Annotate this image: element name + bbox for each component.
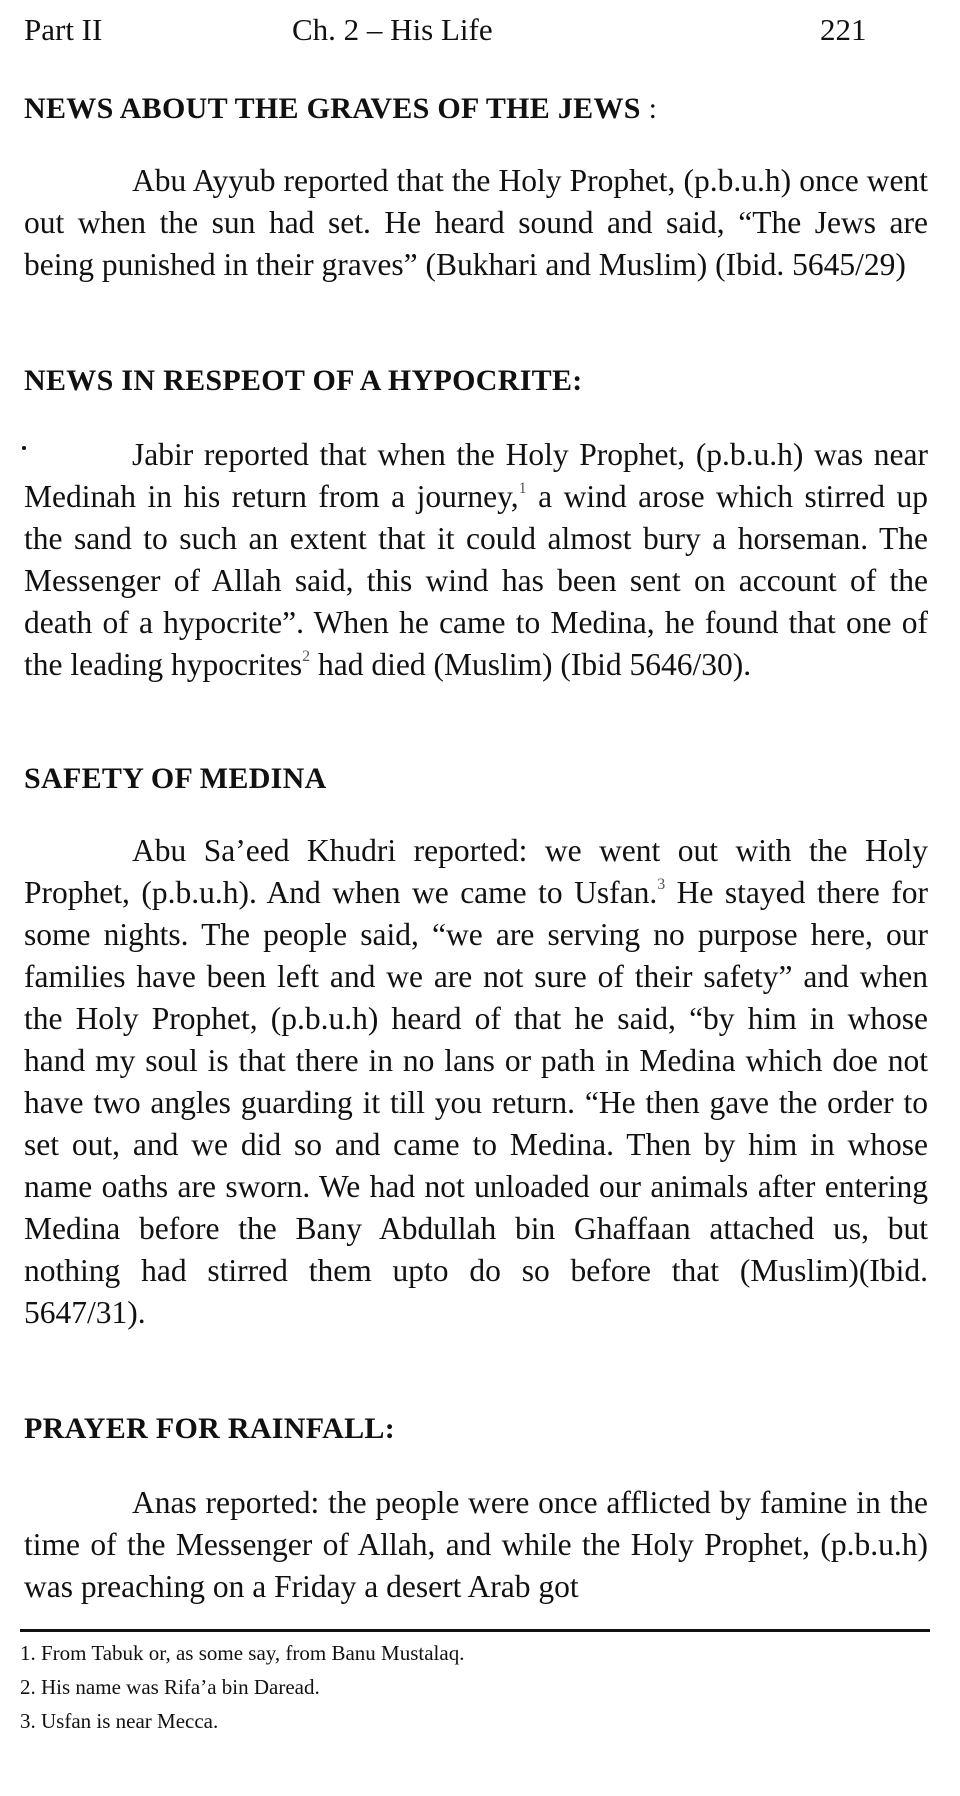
hypocrite-text-2: a wind arose which stirred up the sand to such an extent that it could almost bury a horseman. The Messenger of Allah said, this wind has been sent on account of the death of a hypocrite”. When he came to Medina, he found that one of the leading hypocrites [24, 479, 928, 682]
hypocrite-text-3: had died (Muslim) (Ibid 5646/30). [310, 647, 752, 682]
page-number: 221 [820, 12, 867, 47]
medina-text-2: He stayed there for some nights. The people said, “we are serving no purpose here, our families have been left and we are not sure of their safety” and when the Holy Prophet, (p.b.u.h) heard of that he said, “by him in whose hand my soul is that there in no lans or path in Medina which doe not have two angles guarding it till you return. “He then gave the order to set out, and we did so and came to Medina. Then by him in whose name oaths are sworn. We had not unloaded our animals after entering Medina before the Bany Abdullah bin Ghaffaan attached us, but nothing had stirred them upto do so before that (Muslim)(Ibid. 5647/31). [24, 875, 928, 1330]
section-body-hypocrite [24, 434, 928, 686]
footnote-ref-2: 2 [302, 648, 311, 665]
medina-text-1: Abu Sa’eed Khudri reported: we went out with the Holy Prophet, (p.b.u.h). And when we came to Usfan. [24, 833, 928, 910]
footnote-divider [20, 1629, 930, 1632]
hypocrite-text-1: Jabir reported that when the Holy Prophet, (p.b.u.h) was near Medinah in his return from a journey, [24, 437, 928, 514]
section-body-medina [24, 830, 928, 1334]
chapter-title: Ch. 2 – His Life [292, 12, 493, 47]
footnote-ref-3: 3 [657, 876, 666, 893]
footnotes [20, 1636, 920, 1738]
section-heading-graves-text: NEWS ABOUT THE GRAVES OF THE JEWS [24, 92, 641, 125]
section-heading-hypocrite: NEWS IN RESPEOT OF A HYPOCRITE: [24, 364, 583, 397]
section-heading-medina: SAFETY OF MEDINA [24, 762, 327, 795]
footnote-ref-1: 1 [518, 480, 527, 497]
section-heading-graves [24, 92, 657, 126]
footnote-3: 3. Usfan is near Mecca. [20, 1709, 219, 1733]
section-body-graves: Abu Ayyub reported that the Holy Prophet, (p.b.u.h) once went out when the sun had set. He heard sound and said, “The Jews are being punished in their graves” (Bukhari and Muslim) (Ibid. 5645/29) [24, 163, 928, 282]
part-label: Part II [24, 12, 103, 47]
footnote-1: 1. From Tabuk or, as some say, from Banu Mustalaq. [20, 1641, 465, 1665]
section-body-rainfall: Anas reported: the people were once afflicted by famine in the time of the Messenger of Allah, and while the Holy Prophet, (p.b.u.h) was preaching on a Friday a desert Arab got [24, 1485, 928, 1604]
running-header [24, 12, 924, 48]
section-heading-rainfall: PRAYER FOR RAINFALL: [24, 1412, 396, 1445]
footnote-2: 2. His name was Rifa’a bin Daread. [20, 1675, 320, 1699]
section-heading-graves-suffix: : [640, 92, 658, 125]
